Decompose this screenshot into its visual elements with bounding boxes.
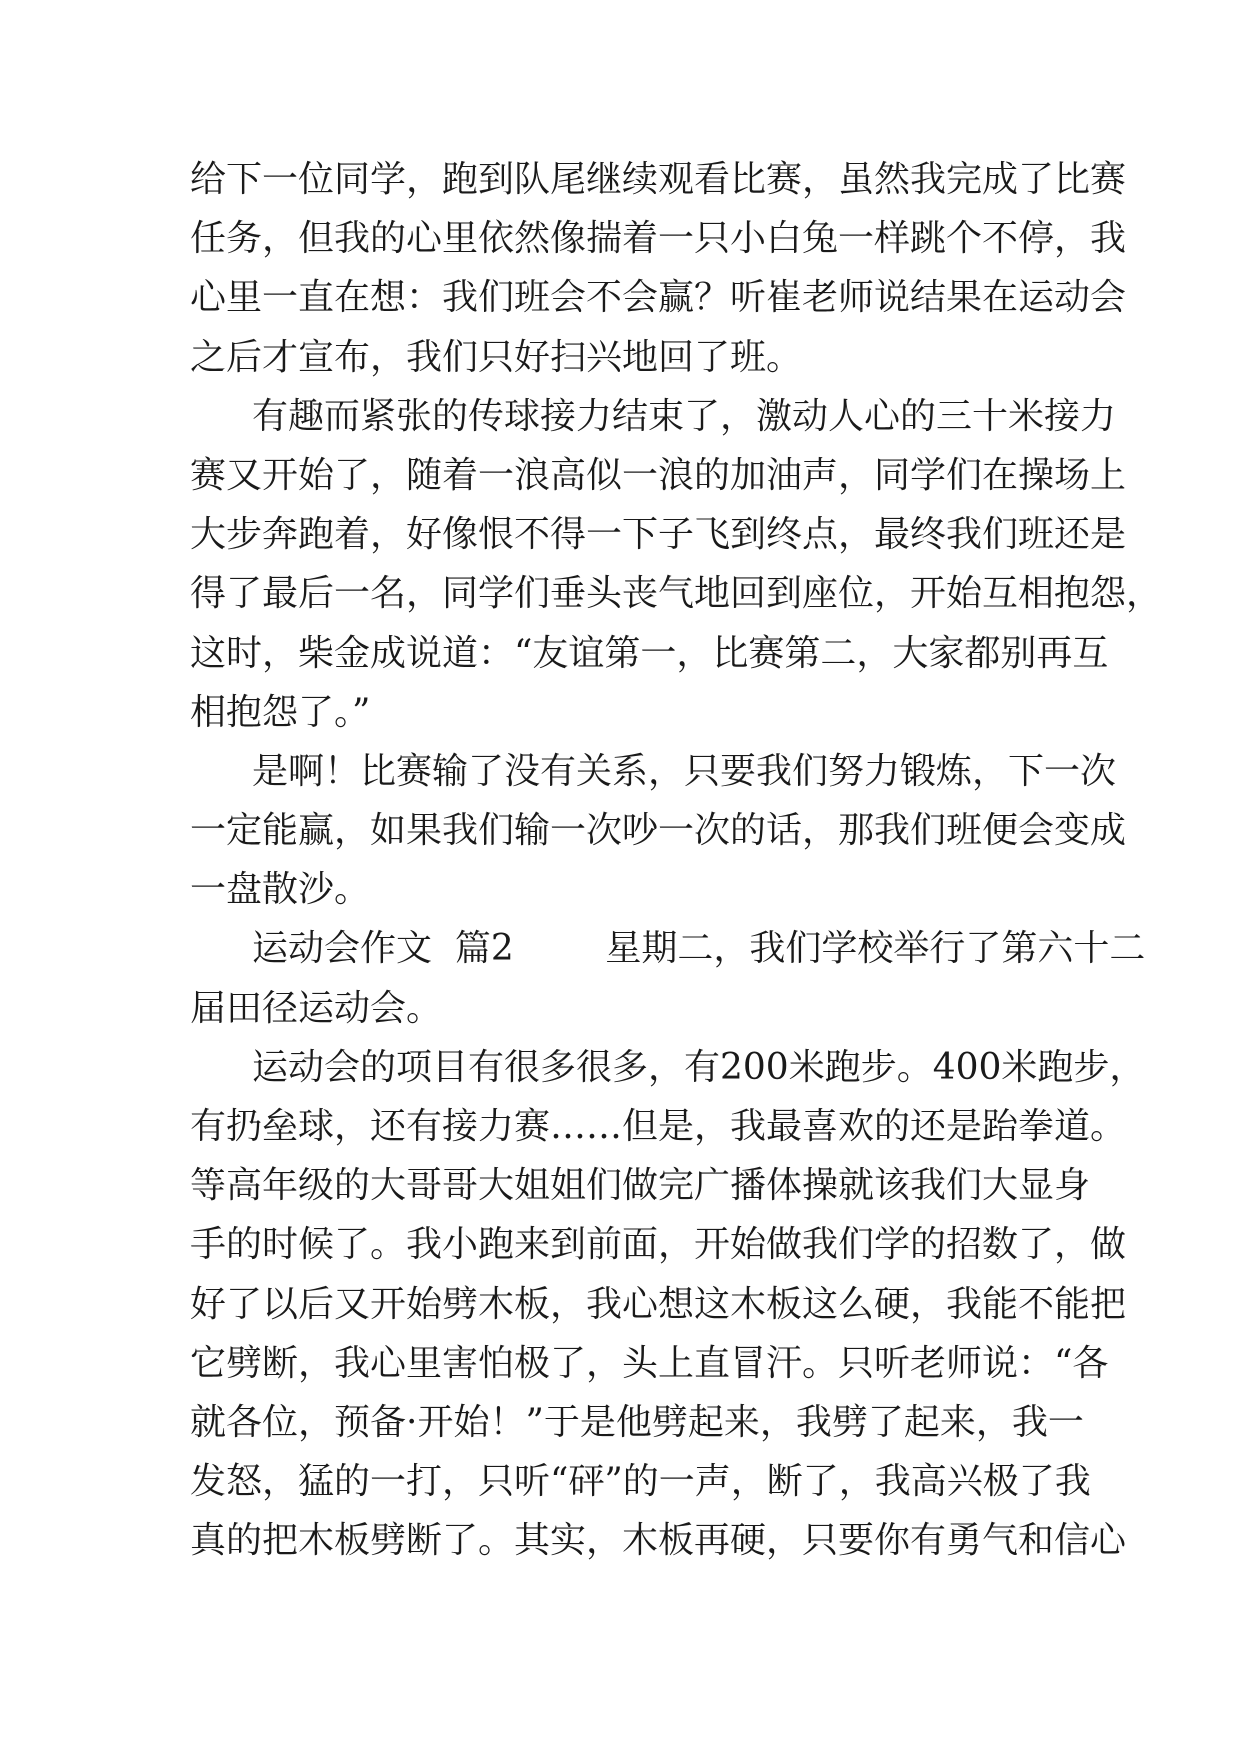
text-line: 一定能赢，如果我们输一次吵一次的话，那我们班便会变成 (190, 810, 1127, 852)
essay-body (190, 150, 1163, 1571)
text-line: 运动会的项目有很多很多，有200米跑步。400米跑步， (252, 1046, 1146, 1088)
paragraph (190, 919, 1146, 1037)
paragraph (190, 387, 1163, 742)
text-line: 有趣而紧张的传球接力结束了，激动人心的三十米接力 (252, 395, 1117, 437)
text-line: 届田径运动会。 (190, 987, 443, 1029)
text-line: 一盘散沙。 (190, 869, 371, 911)
text-line: 之后才宣布，我们只好扫兴地回了班。 (190, 336, 803, 378)
text-line: 运动会作文 篇2 星期二，我们学校举行了第六十二 (252, 928, 1146, 970)
text-line: 大步奔跑着，好像恨不得一下子飞到终点，最终我们班还是 (190, 514, 1127, 556)
text-line: 赛又开始了，随着一浪高似一浪的加油声，同学们在操场上 (190, 454, 1127, 496)
text-line: 好了以后又开始劈木板，我心想这木板这么硬，我能不能把 (190, 1283, 1127, 1325)
text-line: 给下一位同学，跑到队尾继续观看比赛，虽然我完成了比赛 (190, 159, 1127, 200)
text-line: 这时，柴金成说道：“友谊第一，比赛第二，大家都别再互 (190, 632, 1109, 674)
paragraph (190, 742, 1127, 920)
paragraph (190, 1038, 1146, 1571)
text-line: 手的时候了。我小跑来到前面，开始做我们学的招数了，做 (190, 1224, 1127, 1266)
text-line: 心里一直在想：我们班会不会赢？听崔老师说结果在运动会 (190, 277, 1127, 319)
text-line: 相抱怨了。” (190, 691, 371, 733)
text-line: 真的把木板劈断了。其实，木板再硬，只要你有勇气和信心 (190, 1520, 1127, 1562)
text-line: 有扔垒球，还有接力赛……但是，我最喜欢的还是跆拳道。 (190, 1106, 1127, 1147)
text-line: 任务，但我的心里依然像揣着一只小白兔一样跳个不停，我 (190, 218, 1127, 260)
paragraph (190, 150, 1127, 387)
text-line: 得了最后一名，同学们垂头丧气地回到座位，开始互相抱怨， (190, 573, 1163, 615)
text-line: 等高年级的大哥哥大姐姐们做完广播体操就该我们大显身 (190, 1165, 1091, 1207)
text-line: 发怒，猛的一打，只听“砰”的一声，断了，我高兴极了我 (190, 1461, 1091, 1503)
text-line: 它劈断，我心里害怕极了，头上直冒汗。只听老师说：“各 (190, 1342, 1109, 1384)
text-line: 就各位，预备·开始！”于是他劈起来，我劈了起来，我一 (190, 1401, 1084, 1443)
text-line: 是啊！比赛输了没有关系，只要我们努力锻炼，下一次 (252, 750, 1117, 792)
